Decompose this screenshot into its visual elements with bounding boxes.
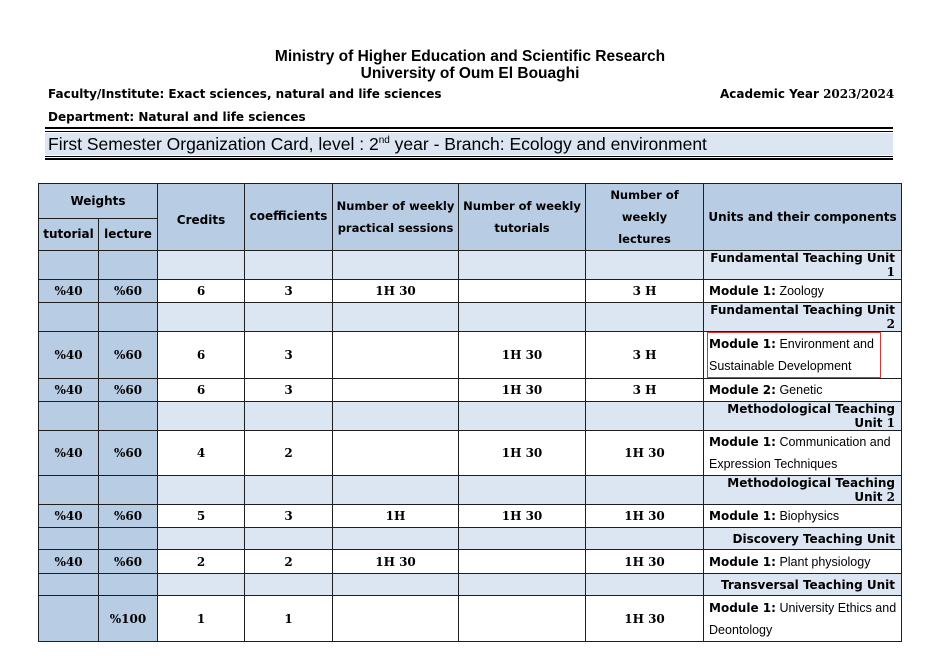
tutorials-cell <box>459 280 586 303</box>
lectures-cell: 1H 30 <box>586 431 704 476</box>
empty-cell <box>586 574 704 596</box>
lecture-weight: %60 <box>99 379 158 402</box>
coefficient-cell: 3 <box>245 332 333 379</box>
lectures-cell: 1H 30 <box>586 505 704 528</box>
practical-cell <box>333 332 459 379</box>
empty-cell <box>245 402 333 431</box>
unit-name <box>704 574 902 596</box>
tutorials-cell <box>459 596 586 642</box>
module-number: 1 <box>762 509 772 523</box>
unit-row <box>39 574 902 596</box>
module-cell <box>704 596 902 642</box>
unit-label: Transversal Teaching Unit <box>720 577 896 592</box>
unit-label: Fundamental Teaching Unit <box>710 303 896 317</box>
lecture-header: lecture <box>99 218 158 250</box>
module-word: Module <box>709 337 759 351</box>
highlight-box <box>707 332 881 378</box>
lecture-weight: %60 <box>99 280 158 303</box>
module-name: University Ethics and <box>779 600 897 615</box>
empty-cell <box>586 528 704 550</box>
coefficients-header: coefficients <box>245 184 333 251</box>
empty-cell <box>245 251 333 280</box>
empty-cell <box>245 574 333 596</box>
module-label: Module 1: <box>709 600 776 615</box>
module-row <box>39 505 902 528</box>
tutorials-header-line1: Number of weekly <box>463 199 581 213</box>
empty-cell <box>333 402 459 431</box>
unit-name <box>704 402 902 431</box>
module-number: 1 <box>762 600 772 615</box>
empty-cell <box>158 303 245 332</box>
lecture-weight: %100 <box>99 596 158 642</box>
unit-label: Methodological Teaching Unit <box>727 402 896 430</box>
banner-title <box>45 133 893 155</box>
empty-cell <box>245 528 333 550</box>
module-number: 2 <box>762 383 772 397</box>
unit-name <box>704 476 902 505</box>
empty-cell <box>459 574 586 596</box>
lectures-header-line2: lectures <box>618 232 671 246</box>
empty-cell <box>586 251 704 280</box>
practical-cell: 1H <box>333 505 459 528</box>
empty-cell <box>39 476 99 505</box>
empty-cell <box>158 402 245 431</box>
unit-number: 2 <box>886 490 896 504</box>
module-row <box>39 431 902 476</box>
credits-cell: 4 <box>158 431 245 476</box>
weights-header: Weights <box>39 184 158 219</box>
unit-number: 1 <box>886 416 896 430</box>
module-name: Communication and <box>779 435 891 449</box>
empty-cell <box>333 251 459 280</box>
empty-cell <box>39 574 99 596</box>
units-header: Units and their components <box>704 184 902 251</box>
lectures-cell: 1H 30 <box>586 550 704 574</box>
academic-year-label: Academic Year <box>720 87 824 101</box>
empty-cell <box>99 402 158 431</box>
tutorials-cell: 1H 30 <box>459 332 586 379</box>
module-row <box>39 280 902 303</box>
practical-header-line1: Number of weekly <box>336 199 455 213</box>
lectures-cell: 3 H <box>586 280 704 303</box>
unit-row <box>39 476 902 505</box>
unit-name <box>704 303 902 332</box>
empty-cell <box>459 303 586 332</box>
lectures-cell: 3 H <box>586 379 704 402</box>
module-word: Module <box>709 383 759 397</box>
module-name-line2: Expression Techniques <box>709 457 838 471</box>
module-name: Genetic <box>779 383 823 397</box>
module-word: Module <box>709 600 759 615</box>
unit-label: Methodological Teaching Unit <box>727 476 896 504</box>
unit-label: Fundamental Teaching Unit <box>710 251 896 265</box>
coefficient-cell: 3 <box>245 280 333 303</box>
tutorials-cell <box>459 550 586 574</box>
empty-cell <box>39 303 99 332</box>
module-number: 1 <box>762 284 772 298</box>
module-label: Module 1: <box>709 337 776 351</box>
unit-row <box>39 303 902 332</box>
module-number: 1 <box>762 554 772 569</box>
tutorial-weight: %40 <box>39 505 99 528</box>
tutorials-header <box>459 184 586 251</box>
unit-name <box>704 528 902 550</box>
empty-cell <box>245 303 333 332</box>
unit-row <box>39 528 902 550</box>
empty-cell <box>586 402 704 431</box>
empty-cell <box>99 528 158 550</box>
lectures-header-line1: Number of weekly <box>610 188 679 224</box>
coefficient-cell: 1 <box>245 596 333 642</box>
module-name: Biophysics <box>779 509 840 523</box>
lectures-cell: 3 H <box>586 332 704 379</box>
credits-cell: 2 <box>158 550 245 574</box>
practical-cell <box>333 431 459 476</box>
practical-header-line2: practical sessions <box>337 221 454 235</box>
tutorial-header: tutorial <box>39 218 99 250</box>
module-label: Module 1: <box>709 554 776 569</box>
practical-cell <box>333 596 459 642</box>
empty-cell <box>459 402 586 431</box>
module-label: Module 1: <box>709 435 776 449</box>
tutorial-weight: %40 <box>39 280 99 303</box>
module-number: 1 <box>762 435 772 449</box>
practical-header <box>333 184 459 251</box>
credits-header: Credits <box>158 184 245 251</box>
module-name: Zoology <box>779 284 824 298</box>
module-word: Module <box>709 509 759 523</box>
empty-cell <box>245 476 333 505</box>
credits-cell: 6 <box>158 332 245 379</box>
tutorials-header-line2: tutorials <box>494 221 550 235</box>
tutorial-weight: %40 <box>39 332 99 379</box>
unit-number: 1 <box>886 265 896 279</box>
module-row <box>39 596 902 642</box>
banner-prefix: First Semester Organization Card, level : 2 <box>48 134 379 154</box>
semester-banner <box>45 127 893 160</box>
empty-cell <box>99 251 158 280</box>
module-label: Module 1: <box>709 509 776 523</box>
lecture-weight: %60 <box>99 332 158 379</box>
academic-year-value: 2023/2024 <box>823 87 895 101</box>
lecture-weight: %60 <box>99 505 158 528</box>
empty-cell <box>333 476 459 505</box>
lectures-header <box>586 184 704 251</box>
banner-rule <box>45 127 893 129</box>
module-cell <box>704 280 902 303</box>
coefficient-cell: 2 <box>245 431 333 476</box>
tutorial-weight: %40 <box>39 431 99 476</box>
practical-cell: 1H 30 <box>333 550 459 574</box>
ministry-title: Ministry of Higher Education and Scientific Research <box>274 48 666 65</box>
module-cell <box>704 505 902 528</box>
unit-row <box>39 251 902 280</box>
module-cell <box>704 550 902 574</box>
module-word: Module <box>709 435 759 449</box>
empty-cell <box>459 251 586 280</box>
banner-rule <box>45 156 893 157</box>
organization-table <box>38 183 902 642</box>
module-row <box>39 550 902 574</box>
module-cell <box>704 431 902 476</box>
banner-rule <box>45 158 893 160</box>
module-name: Plant physiology <box>779 554 871 569</box>
header-row <box>39 184 902 219</box>
credits-cell: 1 <box>158 596 245 642</box>
lectures-cell: 1H 30 <box>586 596 704 642</box>
module-label: Module 1: <box>709 284 776 298</box>
coefficient-cell: 3 <box>245 505 333 528</box>
empty-cell <box>39 251 99 280</box>
empty-cell <box>459 476 586 505</box>
lecture-weight: %60 <box>99 550 158 574</box>
faculty-label: Faculty/Institute: Exact sciences, natural and life sciences <box>48 87 442 101</box>
module-name-line2: Deontology <box>709 622 773 637</box>
coefficient-cell: 3 <box>245 379 333 402</box>
tutorial-weight: %40 <box>39 379 99 402</box>
empty-cell <box>333 528 459 550</box>
university-title: University of Oum El Bouaghi <box>360 65 580 82</box>
practical-cell: 1H 30 <box>333 280 459 303</box>
empty-cell <box>459 528 586 550</box>
unit-number: 2 <box>886 317 896 331</box>
coefficient-cell: 2 <box>245 550 333 574</box>
module-row <box>39 332 902 379</box>
empty-cell <box>158 476 245 505</box>
empty-cell <box>333 574 459 596</box>
module-row <box>39 379 902 402</box>
tutorials-cell: 1H 30 <box>459 379 586 402</box>
academic-year <box>720 87 894 101</box>
empty-cell <box>99 476 158 505</box>
empty-cell <box>586 303 704 332</box>
module-word: Module <box>709 284 759 298</box>
tutorial-weight: %40 <box>39 550 99 574</box>
empty-cell <box>158 528 245 550</box>
unit-name <box>704 251 902 280</box>
empty-cell <box>586 476 704 505</box>
module-cell <box>704 379 902 402</box>
module-name-line2: Sustainable Development <box>709 359 852 373</box>
banner-sup: nd <box>378 135 390 146</box>
empty-cell <box>99 574 158 596</box>
module-cell <box>704 332 902 379</box>
tutorial-weight <box>39 596 99 642</box>
empty-cell <box>158 574 245 596</box>
credits-cell: 6 <box>158 379 245 402</box>
empty-cell <box>39 402 99 431</box>
tutorials-cell: 1H 30 <box>459 431 586 476</box>
empty-cell <box>333 303 459 332</box>
unit-label: Discovery Teaching Unit <box>732 531 896 546</box>
unit-row <box>39 402 902 431</box>
credits-cell: 6 <box>158 280 245 303</box>
module-word: Module <box>709 554 759 569</box>
department-label: Department: Natural and life sciences <box>48 110 306 124</box>
lecture-weight: %60 <box>99 431 158 476</box>
module-label: Module 2: <box>709 383 776 397</box>
module-number: 1 <box>762 337 772 351</box>
empty-cell <box>39 528 99 550</box>
practical-cell <box>333 379 459 402</box>
tutorials-cell: 1H 30 <box>459 505 586 528</box>
empty-cell <box>99 303 158 332</box>
credits-cell: 5 <box>158 505 245 528</box>
empty-cell <box>158 251 245 280</box>
banner-suffix: year - Branch: Ecology and environment <box>389 134 707 154</box>
module-name: Environment and <box>779 337 874 351</box>
banner-rule <box>45 131 893 132</box>
